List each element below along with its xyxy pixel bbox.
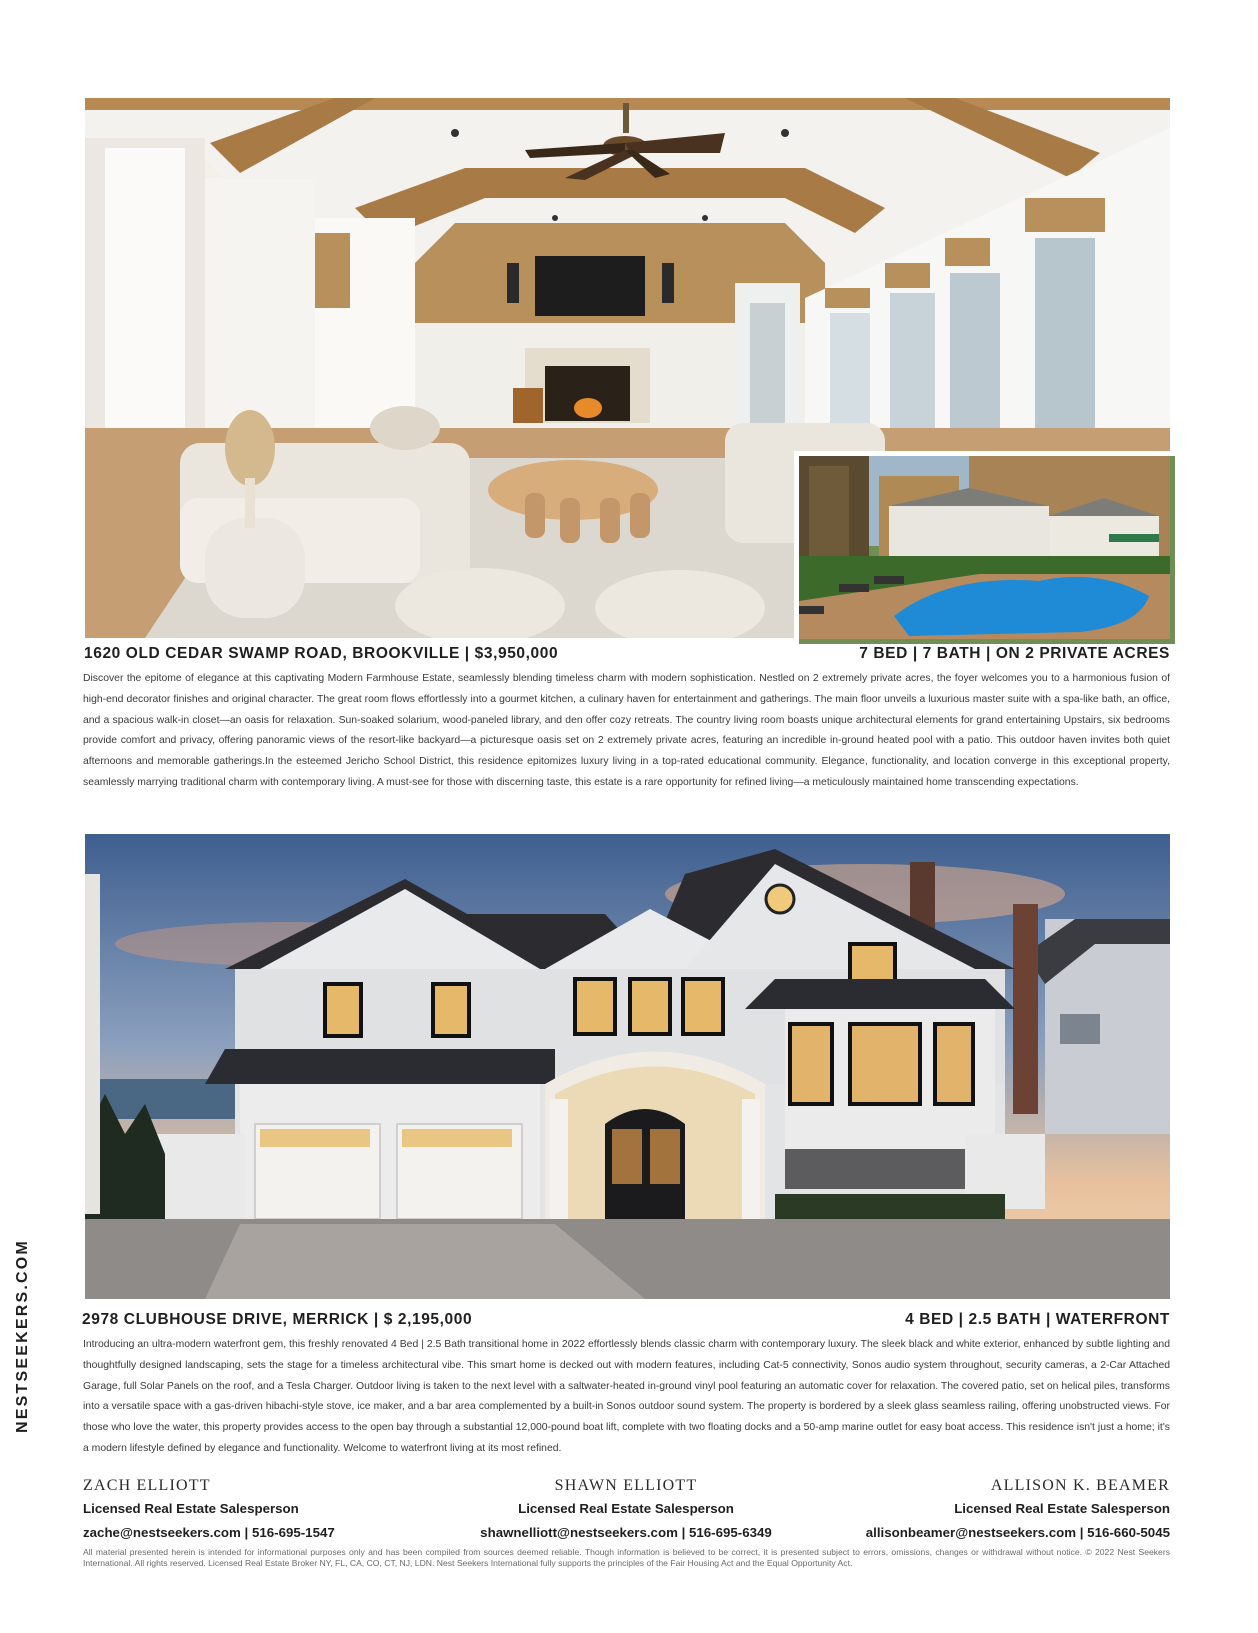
- listing-2-description: Introducing an ultra-modern waterfront gem, this freshly renovated 4 Bed | 2.5 Bath transitional home in 2022 effortlessly blends classic charm with contemporary luxury. The sleek black and white exterior, enhanced by subtle lighting and thoughtfully designed landscaping, sets the stage for a timeless architectural vibe. This smart home is decked out with modern features, including Cat-5 connectivity, Sonos audio system throughout, security cameras, a 2-Car Attached Garage, full Solar Panels on the roof, and a Tesla Charger. Outdoor living is taken to the next level with a saltwater-heated in-ground vinyl pool featuring an automatic cover for relaxation. The covered patio, set on helical piles, transforms into a versatile space with a gas-driven hibachi-style stove, ice maker, and a bar area complemented by a built-in Sonos outdoor sound system. The property is bordered by a sleek glass seamless railing, offering unobstructed views. For those who love the water, this property provides access to the open bay through a substantial 12,000-pound boat lift, complete with two floating docks and a 50-amp marine outlet for easy boat access. This residence isn't just a home; it's a modern lifestyle defined by elegance and functionality. Welcome to waterfront living at its most refined.: [83, 1339, 1170, 1454]
- agent-title: Licensed Real Estate Salesperson: [83, 1501, 299, 1516]
- listing-1-features: 7 BED | 7 BATH | ON 2 PRIVATE ACRES: [859, 645, 1170, 662]
- agent-title: Licensed Real Estate Salesperson: [518, 1501, 734, 1516]
- backyard-pool-photo: [794, 451, 1175, 644]
- house-exterior-photo: [85, 834, 1170, 1299]
- agent-name: SHAWN ELLIOTT: [554, 1477, 698, 1494]
- listing-1-address-price: 1620 OLD CEDAR SWAMP ROAD, BROOKVILLE | $3,950,000: [84, 645, 559, 662]
- listing-2-address-price: 2978 CLUBHOUSE DRIVE, MERRICK | $ 2,195,000: [82, 1311, 473, 1328]
- website-side-label[interactable]: NESTSEEKERS.COM: [14, 1239, 31, 1433]
- agent-card-allison-beamer: [810, 1475, 1170, 1545]
- agent-contact[interactable]: zache@nestseekers.com | 516-695-1547: [83, 1525, 335, 1540]
- agent-name: ZACH ELLIOTT: [83, 1477, 211, 1494]
- listing-1-description: Discover the epitome of elegance at this captivating Modern Farmhouse Estate, seamlessly blending timeless charm with modern sophistication. Nestled on 2 extremely private acres, the foyer welcomes you to a harmonious fusion of high-end decorator finishes and original character. The great room flows effortlessly into a gourmet kitchen, a culinary haven for entertainment and gatherings. The main floor unveils a luxurious master suite with a spa-like bath, an office, and a spacious walk-in closet—an oasis for relaxation. Sun-soaked solarium, wood-paneled library, and den offer cozy retreats. The country living room boasts unique architectural elements for grand entertaining Upstairs, six bedrooms provide comfort and privacy, offering panoramic views of the resort-like backyard—a picturesque oasis set on 2 extremely private acres, featuring an incredible in-ground heated pool with a patio. This outdoor haven invites both quiet afternoons and memorable gatherings.In the esteemed Jericho School District, this residence epitomizes luxury living in a top-rated educational community. Elegance, functionality, and location converge in this exceptional property, seamlessly marrying traditional charm with contemporary living. A must-see for those with discerning taste, this estate is a rare opportunity for refined living—a meticulously maintained home transcending expectations.: [83, 673, 1170, 788]
- legal-disclaimer: All material presented herein is intended for informational purposes only and has been compiled from sources deemed reliable. Though information is believed to be correct, it is presented subject to errors, omissions, changes or withdrawal without notice. © 2022 Nest Seekers International. All rights reserved. Licensed Real Estate Broker NY, FL, CA, CO, CT, NJ, LDN. Nest Seekers International fully supports the principles of the Fair Housing Act and the Equal Opportunity Act.: [83, 1547, 1170, 1568]
- agent-card-shawn-elliott: [446, 1475, 806, 1545]
- agent-contact[interactable]: shawnelliott@nestseekers.com | 516-695-6349: [480, 1525, 772, 1540]
- agent-card-zach-elliott: [83, 1475, 443, 1545]
- agent-name: ALLISON K. BEAMER: [990, 1477, 1170, 1494]
- agent-contact[interactable]: allisonbeamer@nestseekers.com | 516-660-5045: [865, 1525, 1170, 1540]
- listing-2-features: 4 BED | 2.5 BATH | WATERFRONT: [905, 1311, 1170, 1328]
- agent-title: Licensed Real Estate Salesperson: [954, 1501, 1170, 1516]
